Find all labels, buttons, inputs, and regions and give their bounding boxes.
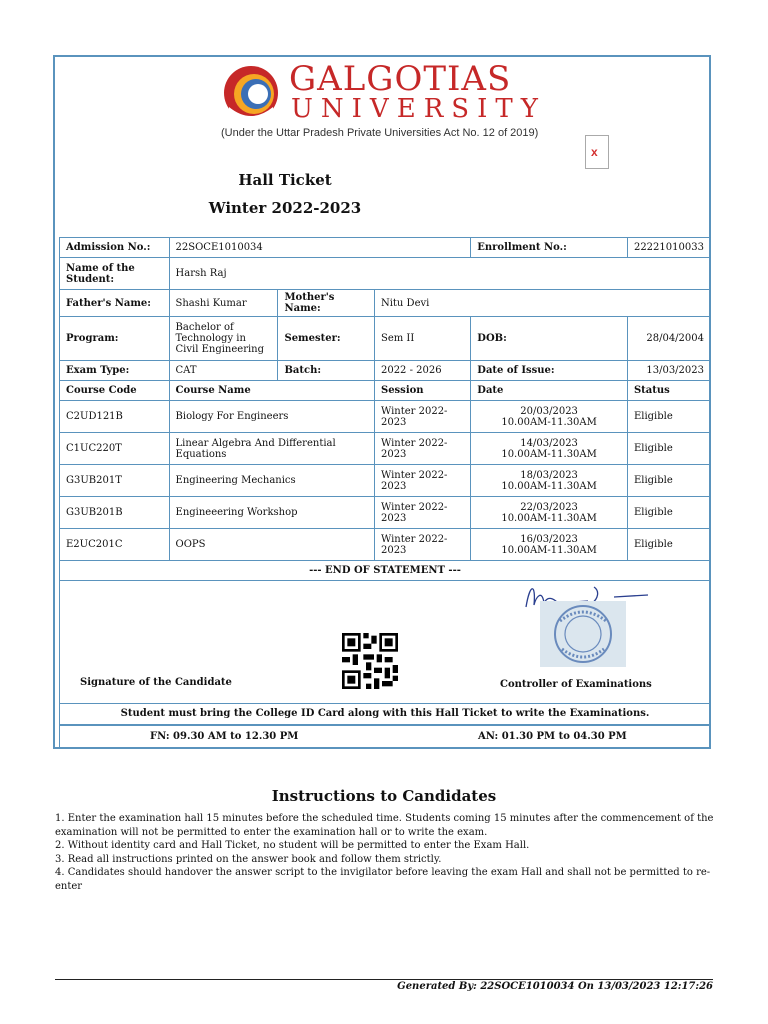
- student-name: Harsh Raj: [169, 258, 710, 290]
- exam-time: 10.00AM-11.30AM: [501, 512, 597, 524]
- exam-type-value: CAT: [169, 361, 278, 381]
- exam-date: 20/03/2023: [520, 405, 578, 417]
- course-name: OOPS: [169, 529, 374, 561]
- course-date: [471, 433, 628, 465]
- semester-value: Sem II: [374, 317, 470, 361]
- course-name: Engineeering Workshop: [169, 497, 374, 529]
- hall-ticket-frame: [53, 55, 711, 749]
- instructions-title: Instructions to Candidates: [271, 787, 497, 805]
- semester-label: Semester:: [278, 317, 375, 361]
- exam-date: 16/03/2023: [520, 533, 578, 545]
- header: [55, 57, 709, 237]
- mother-name-label: Mother's Name:: [278, 290, 375, 317]
- course-session: Winter 2022-2023: [374, 433, 470, 465]
- exam-time: 10.00AM-11.30AM: [501, 480, 597, 492]
- course-session: Winter 2022-2023: [374, 497, 470, 529]
- course-session: Winter 2022-2023: [374, 529, 470, 561]
- signature-area: [59, 577, 711, 703]
- hall-ticket-title: Hall Ticket: [238, 171, 332, 189]
- course-name: Biology For Engineers: [169, 401, 374, 433]
- forenoon-timing: FN: 09.30 AM to 12.30 PM: [150, 731, 299, 742]
- course-code-header: Course Code: [60, 381, 170, 401]
- university-seal: [540, 601, 626, 667]
- course-code: C2UD121B: [60, 401, 170, 433]
- admission-label: Admission No.:: [60, 238, 170, 258]
- course-row: [60, 497, 711, 529]
- table-row: [60, 238, 711, 258]
- course-date: [471, 465, 628, 497]
- instruction-item: 1. Enter the examination hall 15 minutes before the scheduled time. Students coming 15 minutes after the commencement of the examination will not be permitted to enter the examination hall or to write the exam.: [55, 813, 714, 838]
- mother-name: Nitu Devi: [374, 290, 710, 317]
- student-details-table: [59, 237, 711, 581]
- exam-type-label: Exam Type:: [60, 361, 170, 381]
- issue-date-label: Date of Issue:: [471, 361, 628, 381]
- exam-timings-row: [59, 725, 711, 749]
- father-name-label: Father's Name:: [60, 290, 170, 317]
- exam-time: 10.00AM-11.30AM: [501, 544, 597, 556]
- table-row: [60, 361, 711, 381]
- course-name-header: Course Name: [169, 381, 374, 401]
- enrollment-label: Enrollment No.:: [471, 238, 628, 258]
- course-status: Eligible: [627, 433, 710, 465]
- exam-date: 14/03/2023: [520, 437, 578, 449]
- status-header: Status: [627, 381, 710, 401]
- exam-date: 18/03/2023: [520, 469, 578, 481]
- enrollment-number: 22221010033: [627, 238, 710, 258]
- course-status: Eligible: [627, 465, 710, 497]
- course-date: [471, 497, 628, 529]
- batch-label: Batch:: [278, 361, 375, 381]
- dob-value: 28/04/2004: [627, 317, 710, 361]
- course-name: Engineering Mechanics: [169, 465, 374, 497]
- course-name: Linear Algebra And Differential Equations: [169, 433, 374, 465]
- course-session: Winter 2022-2023: [374, 401, 470, 433]
- generated-by: Generated By: 22SOCE1010034 On 13/03/2023 12:17:26: [397, 981, 713, 992]
- end-of-statement: --- END OF STATEMENT ---: [60, 561, 711, 581]
- footer-divider: [55, 979, 713, 980]
- date-header: Date: [471, 381, 628, 401]
- instruction-item: 4. Candidates should handover the answer script to the invigilator before leaving the exam Hall and shall not be permitted to re-enter: [55, 867, 711, 892]
- admission-number: 22SOCE1010034: [169, 238, 471, 258]
- course-session: Winter 2022-2023: [374, 465, 470, 497]
- father-name: Shashi Kumar: [169, 290, 278, 317]
- afternoon-timing: AN: 01.30 PM to 04.30 PM: [478, 731, 627, 742]
- student-name-label: Name of the Student:: [60, 258, 170, 290]
- qr-code-icon: [342, 633, 398, 689]
- instruction-item: 2. Without identity card and Hall Ticket, no student will be permitted to enter the Exam Hall.: [55, 840, 530, 851]
- issue-date-value: 13/03/2023: [627, 361, 710, 381]
- course-row: [60, 465, 711, 497]
- program-label: Program:: [60, 317, 170, 361]
- university-logo-icon: [221, 63, 281, 123]
- instructions-list: [55, 812, 715, 893]
- broken-image-icon: x: [585, 135, 609, 169]
- exam-date: 22/03/2023: [520, 501, 578, 513]
- course-code: C1UC220T: [60, 433, 170, 465]
- course-header-row: [60, 381, 711, 401]
- course-code: E2UC201C: [60, 529, 170, 561]
- dob-label: DOB:: [471, 317, 628, 361]
- controller-label: Controller of Examinations: [500, 679, 652, 690]
- course-code: G3UB201B: [60, 497, 170, 529]
- candidate-signature-label: Signature of the Candidate: [80, 677, 232, 688]
- university-name: GALGOTIAS: [289, 59, 512, 99]
- university-subname: UNIVERSITY: [291, 94, 546, 124]
- table-row: [60, 290, 711, 317]
- instruction-item: 3. Read all instructions printed on the answer book and follow them strictly.: [55, 853, 442, 865]
- table-row: [60, 258, 711, 290]
- table-row: [60, 317, 711, 361]
- course-row: [60, 401, 711, 433]
- exam-session-title: Winter 2022-2023: [208, 199, 362, 217]
- course-code: G3UB201T: [60, 465, 170, 497]
- batch-value: 2022 - 2026: [374, 361, 470, 381]
- course-row: [60, 433, 711, 465]
- course-status: Eligible: [627, 529, 710, 561]
- exam-time: 10.00AM-11.30AM: [501, 448, 597, 460]
- id-card-notice: Student must bring the College ID Card along with this Hall Ticket to write the Examinations.: [59, 703, 711, 725]
- program-value: Bachelor of Technology in Civil Engineering: [169, 317, 278, 361]
- session-header: Session: [374, 381, 470, 401]
- course-status: Eligible: [627, 497, 710, 529]
- exam-time: 10.00AM-11.30AM: [501, 416, 597, 428]
- course-row: [60, 529, 711, 561]
- university-act-line: (Under the Uttar Pradesh Private Universities Act No. 12 of 2019): [221, 127, 539, 139]
- course-date: [471, 529, 628, 561]
- course-date: [471, 401, 628, 433]
- course-status: Eligible: [627, 401, 710, 433]
